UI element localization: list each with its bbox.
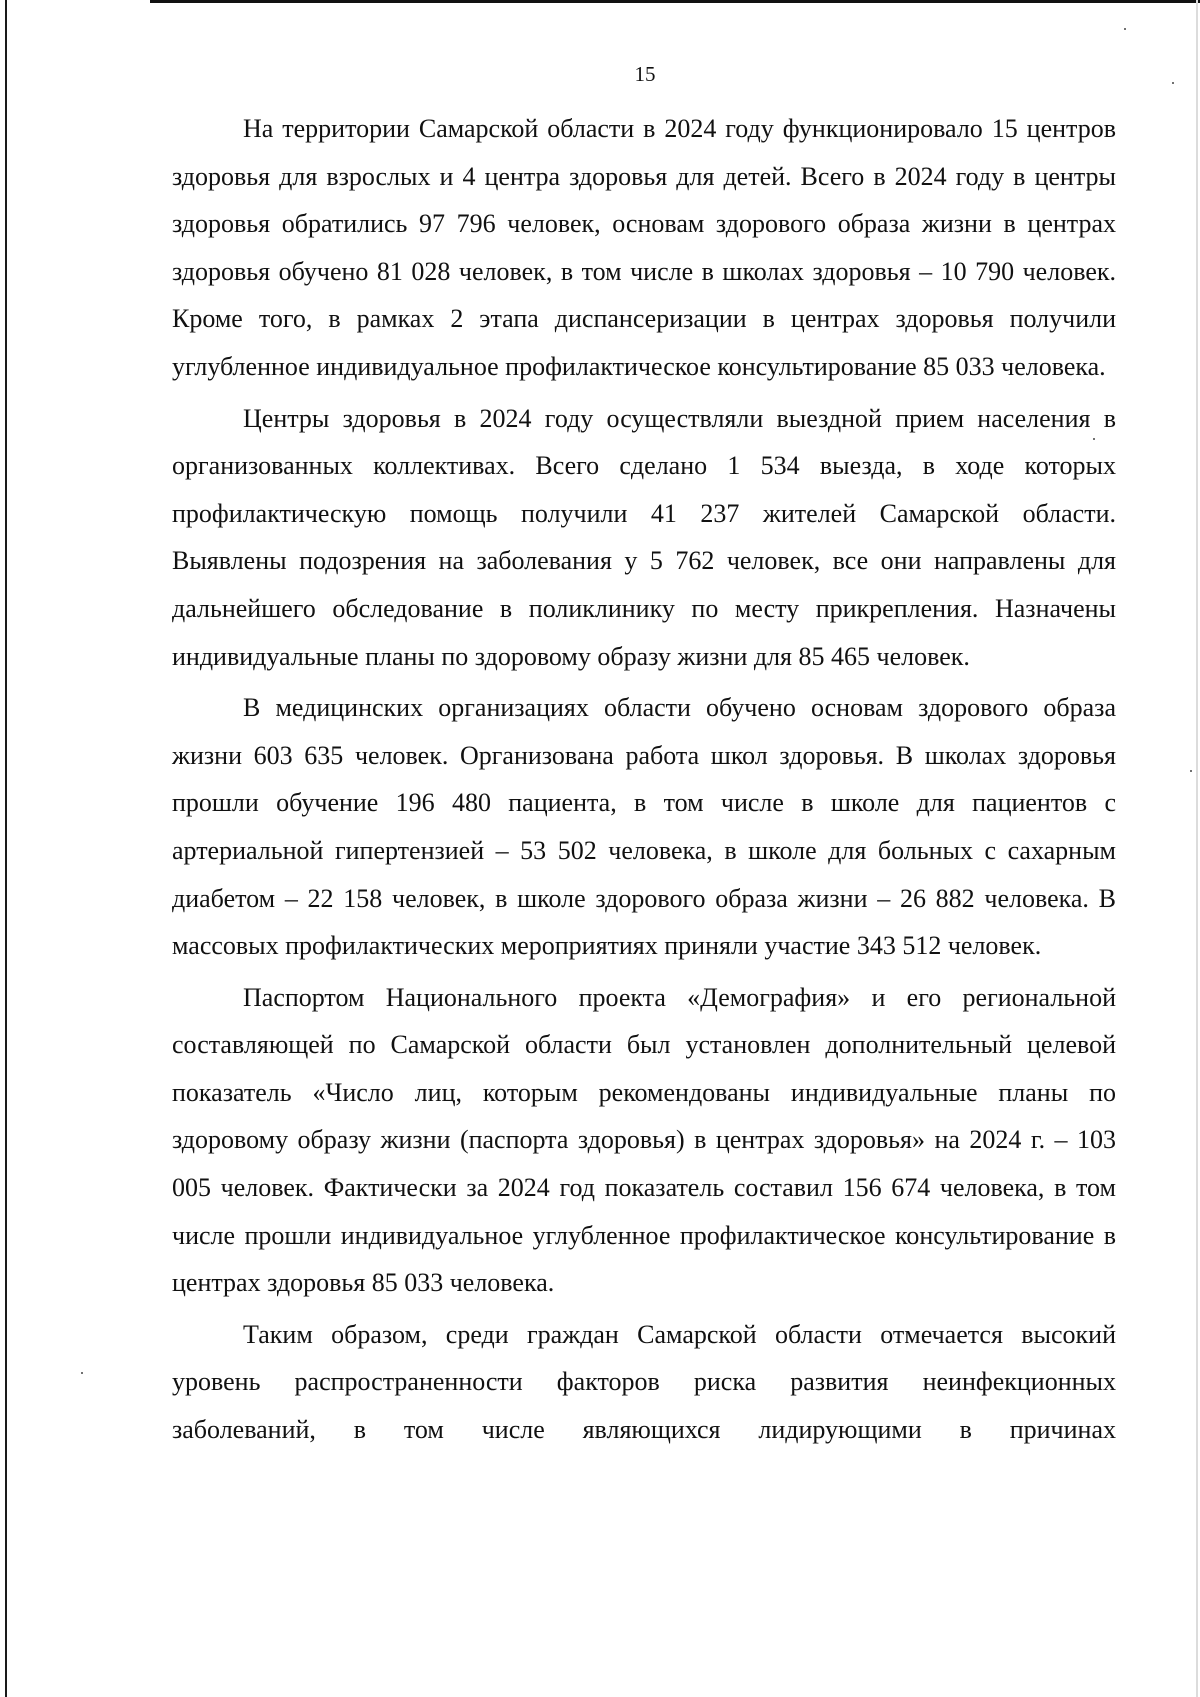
paragraph-field-visits: Центры здоровья в 2024 году осуществляли выездной прием населения в организованных коллективах. Всего сделано 1 534 выезда, в ходе которых профилактическую помощь получили 41 237 жителей Самарской области. Выявлены подозрения на заболевания у 5 762 человек, все они направлены для дальнейшего обследование в поликлинику по месту прикрепления. Назначены индивидуальные планы по здоровому образу жизни для 85 465 человек. xyxy=(172,403,1116,671)
paragraph-health-centers: На территории Самарской области в 2024 году функционировало 15 центров здоровья для взрослых и 4 центра здоровья для детей. Всего в 2024 году в центры здоровья обратились 97 796 человек, основам здорового образа жизни в центрах здоровья обучено 81 028 человек, в том числе в школах здоровья – 10 790 человек. Кроме того, в рамках 2 этапа диспансеризации в центрах здоровья получили углубленное индивидуальное профилактическое консультирование 85 033 человека. xyxy=(172,114,1116,381)
scan-top-edge xyxy=(150,0,1200,3)
scan-right-edge xyxy=(1196,0,1198,1697)
scan-speck xyxy=(1172,82,1174,84)
page-number: 15 xyxy=(634,62,656,86)
document-body xyxy=(172,105,1116,1458)
scan-speck xyxy=(1093,438,1095,440)
scan-left-edge xyxy=(5,0,7,1697)
paragraph-demography-project: Паспортом Национального проекта «Демография» и его региональной составляющей по Самарской области был установлен дополнительный целевой показатель «Число лиц, которым рекомендованы индивидуальные планы по здоровому образу жизни (паспорта здоровья) в центрах здоровья» на 2024 г. – 103 005 человек. Фактически за 2024 год показатель составил 156 674 человека, в том числе прошли индивидуальное углубленное профилактическое консультирование в центрах здоровья 85 033 человека. xyxy=(172,982,1116,1298)
scan-speck xyxy=(1124,28,1126,30)
paragraph-conclusion: Таким образом, среди граждан Самарской области отмечается высокий уровень распространенности факторов риска развития неинфекционных заболеваний, в том числе являющихся лидирующими в причинах xyxy=(172,1319,1116,1445)
paragraph-health-schools: В медицинских организациях области обучено основам здорового образа жизни 603 635 человек. Организована работа школ здоровья. В школах здоровья прошли обучение 196 480 пациента, в том числе в школе для пациентов с артериальной гипертензией – 53 502 человека, в школе для больных с сахарным диабетом – 22 158 человек, в школе здорового образа жизни – 26 882 человека. В массовых профилактических мероприятиях приняли участие 343 512 человек. xyxy=(172,693,1116,961)
scan-speck xyxy=(81,1372,83,1374)
scan-speck xyxy=(1190,770,1192,772)
